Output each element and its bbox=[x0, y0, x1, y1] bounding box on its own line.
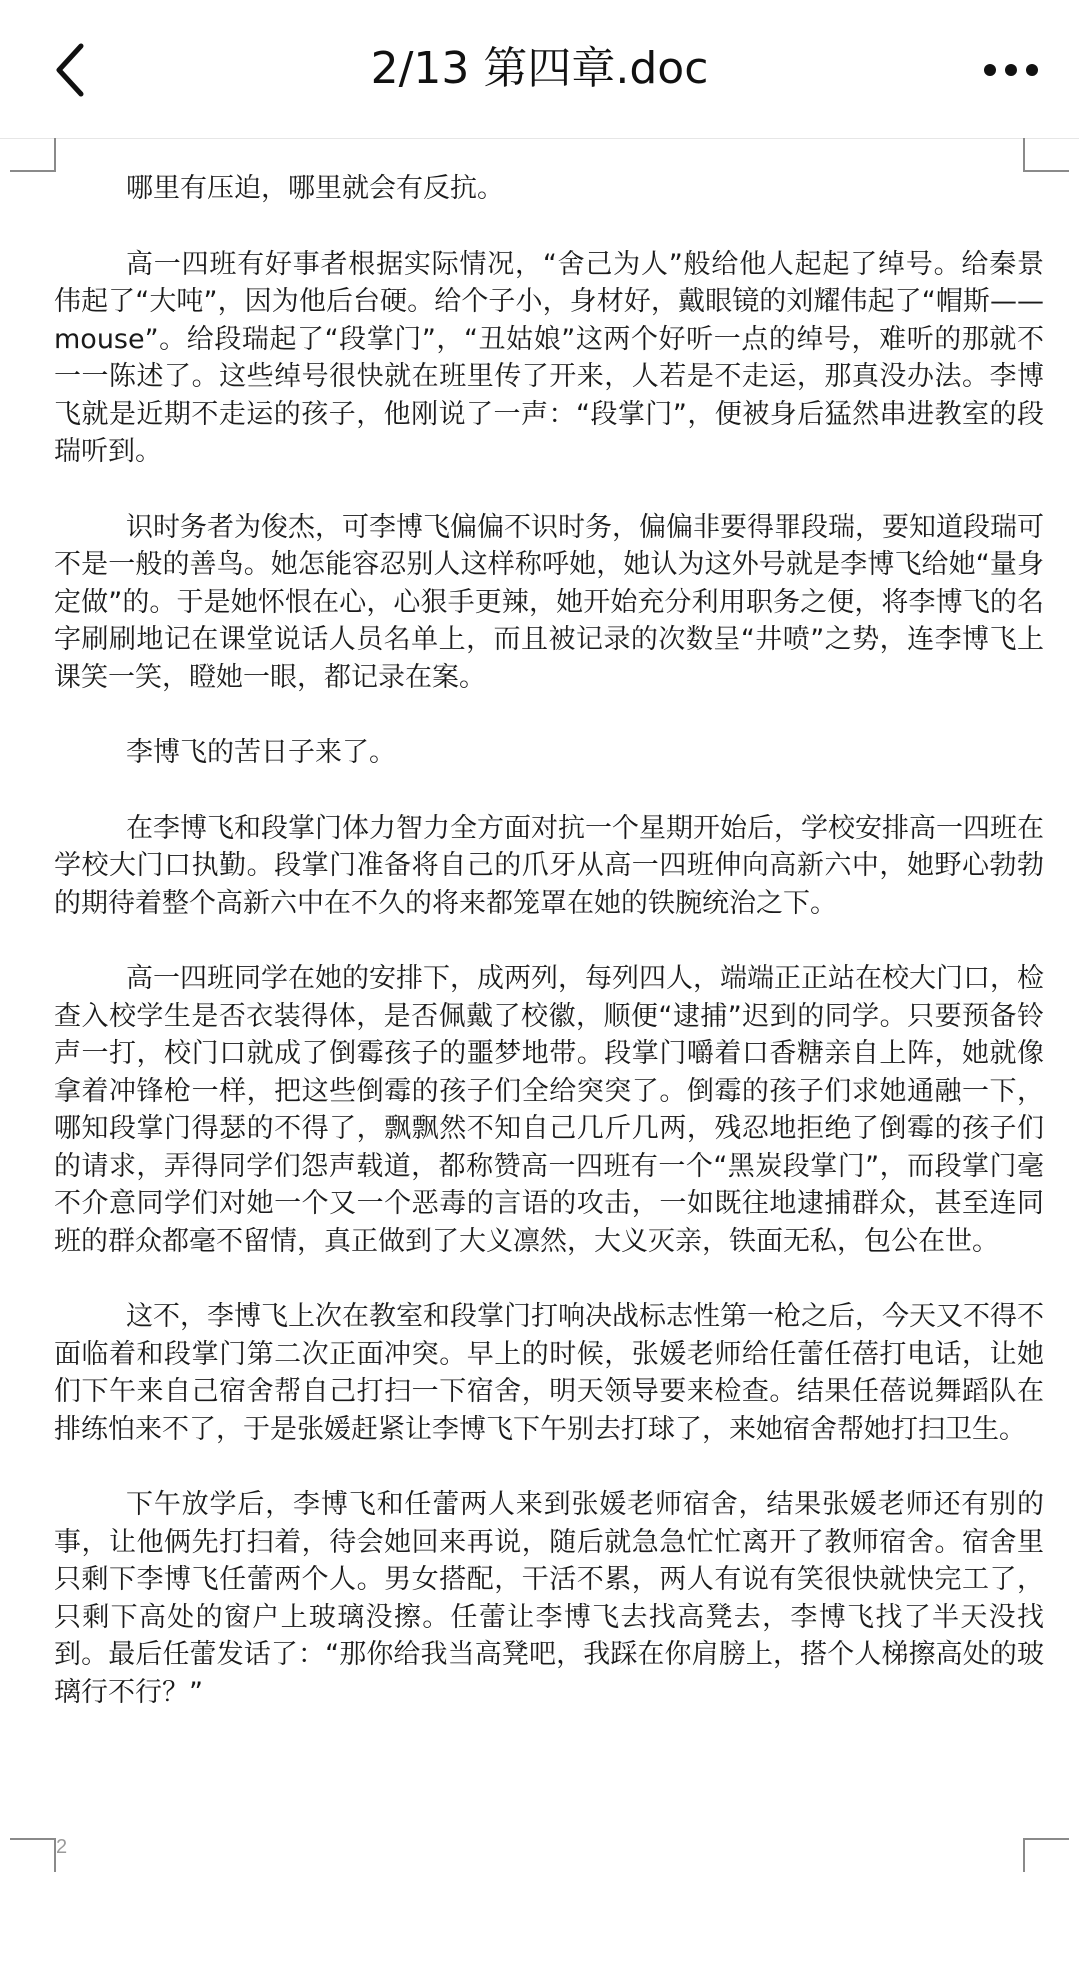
paragraph: 高一四班同学在她的安排下，成两列，每列四人，端端正正站在校大门口，检查入校学生是否衣装得体，是否佩戴了校徽，顺便“逮捕”迟到的同学。只要预备铃声一打，校门口就成了倒霉孩子的噩梦地带。段掌门嚼着口香糖亲自上阵，她就像拿着冲锋枪一样，把这些倒霉的孩子们全给突突了。倒霉的孩子们求她通融一下，哪知段掌门得瑟的不得了，飘飘然不知自己几斤几两，残忍地拒绝了倒霉的孩子们的请求，弄得同学们怨声载道，都称赞高一四班有一个“黑炭段掌门”，而段掌门毫不介意同学们对她一个又一个恶毒的言语的攻击，一如既往地逮捕群众，甚至连同班的群众都毫不留情，真正做到了大义凛然，大义灭亲，铁面无私，包公在世。 bbox=[54, 963, 1044, 1257]
paragraph: 下午放学后，李博飞和任蕾两人来到张媛老师宿舍，结果张媛老师还有别的事，让他俩先打扫着，待会她回来再说，随后就急急忙忙离开了教师宿舍。宿舍里只剩下李博飞任蕾两个人。男女搭配，干活不累，两人有说有笑很快就快完工了，只剩下高处的窗户上玻璃没擦。任蕾让李博飞去找高凳去，李博飞找了半天没找到。最后任蕾发话了：“那你给我当高凳吧，我踩在你肩膀上，搭个人梯擦高处的玻璃行不行？” bbox=[54, 1489, 1044, 1708]
page-corner-bottom-right bbox=[1023, 1838, 1069, 1872]
page-corner-top-right bbox=[1023, 138, 1069, 172]
document-title: 2/13 第四章.doc bbox=[370, 43, 709, 94]
back-button[interactable] bbox=[36, 30, 106, 110]
more-button[interactable] bbox=[971, 30, 1051, 110]
chevron-left-icon bbox=[51, 42, 91, 98]
paragraph: 哪里有压迫，哪里就会有反抗。 bbox=[126, 173, 504, 204]
paragraph: 在李博飞和段掌门体力智力全方面对抗一个星期开始后，学校安排高一四班在学校大门口执勤。段掌门准备将自己的爪牙从高一四班伸向高新六中，她野心勃勃的期待着整个高新六中在不久的将来都笼罩在她的铁腕统治之下。 bbox=[54, 812, 1044, 919]
more-horizontal-icon bbox=[983, 63, 1039, 77]
paragraph: 识时务者为俊杰，可李博飞偏偏不识时务，偏偏非要得罪段瑞，要知道段瑞可不是一般的善鸟。她怎能容忍别人这样称呼她，她认为这外号就是李博飞给她“量身定做”的。于是她怀恨在心，心狠手更辣，她开始充分利用职务之便，将李博飞的名字刷刷地记在课堂说话人员名单上，而且被记录的次数呈“井喷”之势，连李博飞上课笑一笑，瞪她一眼，都记录在案。 bbox=[54, 511, 1044, 693]
paragraph: 李博飞的苦日子来了。 bbox=[126, 737, 396, 768]
paragraph: 这不，李博飞上次在教室和段掌门打响决战标志性第一枪之后，今天又不得不面临着和段掌门第二次正面冲突。早上的时候，张媛老师给任蕾任蓓打电话，让她们下午来自己宿舍帮自己打扫一下宿舍，明天领导要来检查。结果任蓓说舞蹈队在排练怕来不了，于是张媛赶紧让李博飞下午别去打球了，来她宿舍帮她打扫卫生。 bbox=[54, 1301, 1044, 1445]
page-number: 2 bbox=[56, 1836, 68, 1858]
page-corner-top-left bbox=[10, 138, 56, 172]
document-body bbox=[54, 170, 1044, 1749]
top-bar bbox=[0, 0, 1079, 139]
paragraph: 高一四班有好事者根据实际情况，“舍己为人”般给他人起起了绰号。给秦景伟起了“大吨”，因为他后台硬。给个子小，身材好，戴眼镜的刘耀伟起了“帽斯——mouse”。给段瑞起了“段掌门”，“丑姑娘”这两个好听一点的绰号，难听的那就不一一陈述了。这些绰号很快就在班里传了开来，人若是不走运，那真没办法。李博飞就是近期不走运的孩子，他刚说了一声：“段掌门”，便被身后猛然串进教室的段瑞听到。 bbox=[54, 248, 1044, 467]
page-corner-bottom-left bbox=[10, 1838, 56, 1872]
